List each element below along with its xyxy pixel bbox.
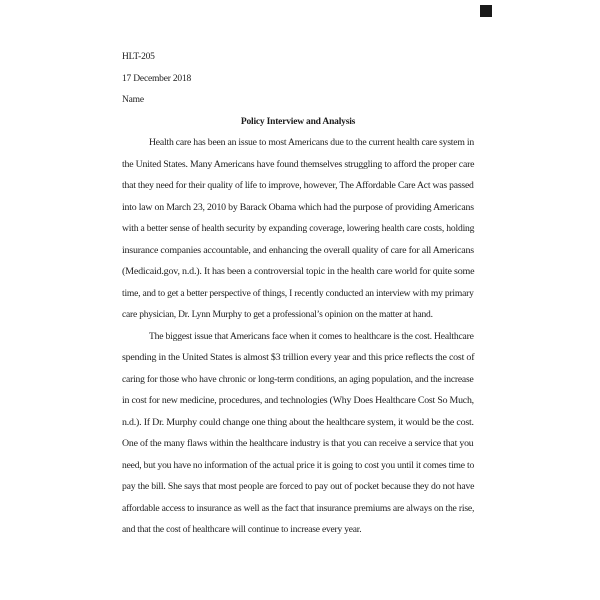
essay-title: Policy Interview and Analysis <box>240 116 356 127</box>
body-line <box>122 305 474 327</box>
body-line <box>122 219 474 241</box>
body-line-text: caring for those who have chronic or long-term conditions, an aging population, and the increase <box>122 374 474 385</box>
body-line <box>122 284 474 306</box>
corner-mark <box>480 5 492 17</box>
body-line-text: n.d.). If Dr. Murphy could change one thing about the healthcare system, it would be the cost. <box>122 417 474 428</box>
body-line <box>122 241 474 263</box>
course-code: HLT-205 <box>122 52 155 62</box>
body-line-text: care physician, Dr. Lynn Murphy to get a professional’s opinion on the matter at hand. <box>122 310 433 320</box>
body-line <box>122 499 474 521</box>
body-line <box>122 327 474 349</box>
body-line-text: pay the bill. She says that most people are forced to pay out of pocket because they do not have <box>122 482 475 492</box>
body-line-text: One of the many flaws within the healthcare industry is that you can receive a service that you <box>122 439 474 449</box>
body-line <box>122 262 474 284</box>
body-line <box>122 391 474 413</box>
body-line <box>122 348 474 370</box>
body-line-text: into law on March 23, 2010 by Barack Obama which had the purpose of providing Americans <box>122 202 474 213</box>
body-line-text: need, but you have no information of the actual price it is going to cost you until it comes time to <box>122 460 475 471</box>
body-line-text: (Medicaid.gov, n.d.). It has been a controversial topic in the health care world for quite some <box>122 267 475 277</box>
body-line <box>122 370 474 392</box>
body-line <box>122 133 474 155</box>
body-line-text: The biggest issue that Americans face when it comes to healthcare is the cost. Healthcare <box>149 331 474 342</box>
body-line <box>122 456 474 478</box>
body-line-text: and that the cost of healthcare will continue to increase every year. <box>122 525 362 535</box>
body-line-text: insurance companies accountable, and enhancing the overall quality of care for all Americans <box>122 245 474 256</box>
document-text-block <box>122 47 474 542</box>
body-line <box>122 176 474 198</box>
body-line <box>122 198 474 220</box>
author-name: Name <box>122 95 144 105</box>
body-line <box>122 155 474 177</box>
body-line <box>122 413 474 435</box>
body-line-text: the United States. Many Americans have found themselves struggling to afford the proper care <box>122 159 475 170</box>
body-line <box>122 477 474 499</box>
date-line: 17 December 2018 <box>122 73 192 84</box>
body-line-text: in cost for new medicine, procedures, and technologies (Why Does Healthcare Cost So Much, <box>122 396 474 406</box>
body-line-text: time, and to get a better perspective of things, I recently conducted an interview with my primary <box>122 288 474 299</box>
body-line-text: that they need for their quality of life to improve, however, The Affordable Care Act was passed <box>122 181 474 191</box>
body-line-text: with a better sense of health security by expanding coverage, lowering health care costs, holding <box>122 224 475 234</box>
body-line <box>122 434 474 456</box>
body-line-text: Health care has been an issue to most Americans due to the current health care system in <box>149 138 475 148</box>
body-line-text: affordable access to insurance as well as the fact that insurance premiums are always on the rise, <box>122 503 475 514</box>
essay-body <box>122 133 474 542</box>
body-line-text: spending in the United States is almost $3 trillion every year and this price reflects the cost of <box>122 353 475 363</box>
body-line <box>122 520 474 542</box>
